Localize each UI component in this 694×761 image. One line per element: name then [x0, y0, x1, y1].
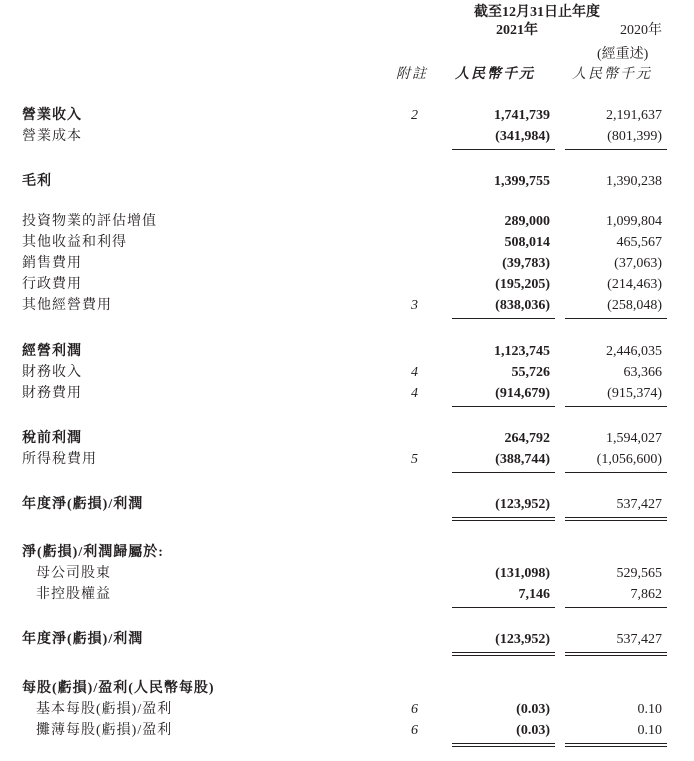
row-label: 財務費用 [22, 386, 82, 401]
value-prior: 1,099,804 [606, 214, 662, 229]
note-column-header: 附註 [396, 67, 428, 82]
value-current: (131,098) [495, 566, 550, 581]
row-label: 非控股權益 [36, 587, 111, 602]
subtotal-rule-prior [565, 318, 667, 319]
row-label: 行政費用 [22, 277, 82, 292]
value-prior: 1,594,027 [606, 431, 662, 446]
value-current: 55,726 [511, 365, 550, 380]
row-label: 每股(虧損)/盈利(人民幣每股) [22, 681, 215, 696]
row-note: 5 [411, 452, 419, 467]
row-label: 所得稅費用 [22, 452, 97, 467]
row-note: 2 [411, 108, 419, 123]
total-double-rule-current [452, 517, 555, 518]
value-current: (123,952) [495, 632, 550, 647]
subtotal-rule-prior [565, 406, 667, 407]
row-label: 財務收入 [22, 365, 82, 380]
currency-prior-header: 人民幣千元 [572, 67, 652, 82]
value-prior: 1,390,238 [606, 174, 662, 189]
table-row [0, 296, 694, 316]
table-row [0, 585, 694, 605]
value-current: 7,146 [518, 587, 550, 602]
value-current: 1,399,755 [494, 174, 550, 189]
total-double-rule-prior [565, 743, 667, 744]
table-row [0, 172, 694, 192]
value-current: 289,000 [504, 214, 550, 229]
total-double-rule-current [452, 743, 555, 744]
value-prior: 63,366 [623, 365, 662, 380]
row-note: 6 [411, 702, 419, 717]
year-prior-header: 2020年 [620, 23, 662, 38]
period-header: 截至12月31日止年度 [474, 5, 600, 20]
value-prior: 529,565 [616, 566, 662, 581]
table-row [0, 233, 694, 253]
restated-label: (經重述) [597, 47, 649, 62]
value-current: 508,014 [504, 235, 550, 250]
subtotal-rule-current [452, 472, 555, 473]
table-row [0, 254, 694, 274]
value-prior: 465,567 [616, 235, 662, 250]
row-label: 毛利 [22, 174, 52, 189]
total-double-rule-current [452, 652, 555, 653]
table-row [0, 700, 694, 720]
value-prior: 2,191,637 [606, 108, 662, 123]
total-double-rule-prior [565, 520, 667, 521]
total-double-rule-prior [565, 746, 667, 747]
value-prior: (801,399) [607, 129, 662, 144]
value-prior: (915,374) [607, 386, 662, 401]
subtotal-rule-current [452, 607, 555, 608]
total-double-rule-prior [565, 517, 667, 518]
table-row [0, 384, 694, 404]
subtotal-rule-prior [565, 472, 667, 473]
subtotal-rule-current [452, 318, 555, 319]
value-current: (195,205) [495, 277, 550, 292]
table-row [0, 721, 694, 741]
table-row [0, 495, 694, 515]
value-current: (838,036) [495, 298, 550, 313]
value-prior: 537,427 [616, 632, 662, 647]
row-label: 經營利潤 [22, 344, 82, 359]
value-current: (341,984) [495, 129, 550, 144]
year-current-header: 2021年 [496, 23, 538, 38]
total-double-rule-current [452, 746, 555, 747]
row-label: 銷售費用 [22, 256, 82, 271]
row-label: 營業收入 [22, 108, 82, 123]
table-row [0, 127, 694, 147]
currency-current-header: 人民幣千元 [455, 67, 535, 82]
row-label: 其他經營費用 [22, 298, 112, 313]
value-current: (0.03) [516, 702, 550, 717]
value-prior: 2,446,035 [606, 344, 662, 359]
value-prior: 537,427 [616, 497, 662, 512]
value-current: 264,792 [504, 431, 550, 446]
table-row [0, 564, 694, 584]
subtotal-rule-current [452, 406, 555, 407]
subtotal-rule-prior [565, 607, 667, 608]
table-row [0, 106, 694, 126]
value-current: 1,741,739 [494, 108, 550, 123]
value-prior: (258,048) [607, 298, 662, 313]
value-prior: (214,463) [607, 277, 662, 292]
value-current: 1,123,745 [494, 344, 550, 359]
value-prior: 0.10 [637, 702, 662, 717]
row-label: 營業成本 [22, 129, 82, 144]
table-row [0, 429, 694, 449]
value-current: (39,783) [502, 256, 550, 271]
total-double-rule-current [452, 520, 555, 521]
value-prior: 0.10 [637, 723, 662, 738]
row-label: 淨(虧損)/利潤歸屬於: [22, 545, 164, 560]
value-prior: 7,862 [630, 587, 662, 602]
table-row [0, 212, 694, 232]
subtotal-rule-current [452, 149, 555, 150]
table-row [0, 363, 694, 383]
table-row [0, 543, 694, 563]
value-current: (914,679) [495, 386, 550, 401]
value-current: (0.03) [516, 723, 550, 738]
row-label: 稅前利潤 [22, 431, 82, 446]
row-label: 年度淨(虧損)/利潤 [22, 632, 144, 647]
subtotal-rule-prior [565, 149, 667, 150]
row-label: 攤薄每股(虧損)/盈利 [36, 723, 173, 738]
row-note: 4 [411, 386, 419, 401]
row-label: 其他收益和利得 [22, 235, 127, 250]
value-prior: (37,063) [614, 256, 662, 271]
row-label: 母公司股東 [36, 566, 111, 581]
table-row [0, 275, 694, 295]
table-row [0, 630, 694, 650]
row-note: 3 [411, 298, 419, 313]
row-note: 6 [411, 723, 419, 738]
table-row [0, 342, 694, 362]
value-current: (123,952) [495, 497, 550, 512]
value-prior: (1,056,600) [596, 452, 662, 467]
total-double-rule-current [452, 655, 555, 656]
total-double-rule-prior [565, 655, 667, 656]
total-double-rule-prior [565, 652, 667, 653]
row-label: 投資物業的評估增值 [22, 214, 157, 229]
value-current: (388,744) [495, 452, 550, 467]
row-note: 4 [411, 365, 419, 380]
row-label: 年度淨(虧損)/利潤 [22, 497, 144, 512]
row-label: 基本每股(虧損)/盈利 [36, 702, 173, 717]
table-row [0, 679, 694, 699]
table-row [0, 450, 694, 470]
